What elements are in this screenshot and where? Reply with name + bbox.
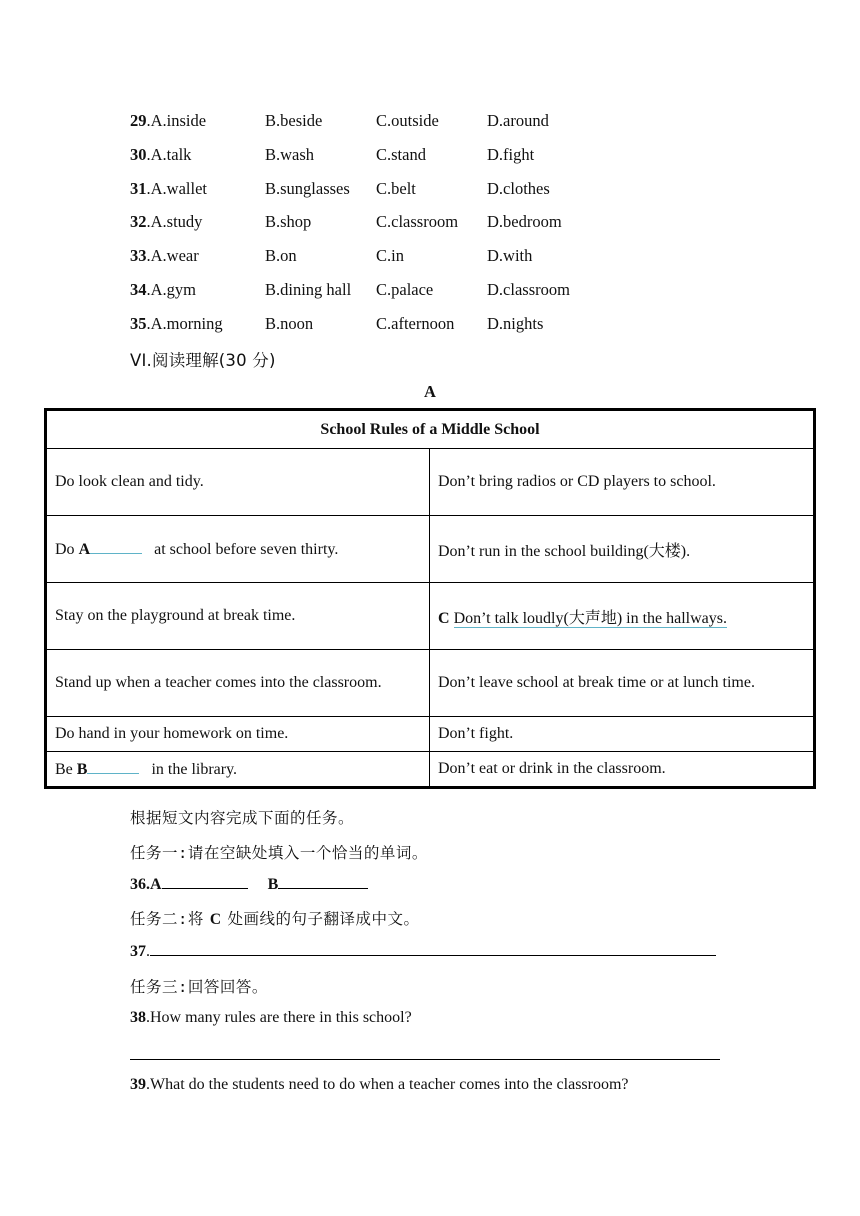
rule-cell: [46, 752, 430, 788]
answer-label-a: .A: [146, 876, 162, 893]
rule-text: in the library.: [147, 761, 238, 778]
rule-cell: Stand up when a teacher comes into the classroom.: [46, 650, 430, 717]
option-b: B.on: [265, 246, 297, 266]
answer-36a-line[interactable]: [162, 874, 248, 889]
option-d: D.nights: [487, 313, 544, 333]
blank-a-line[interactable]: [90, 539, 142, 554]
task-two: [130, 907, 420, 929]
rule-cell: Don’t run in the school building(大楼).: [430, 516, 815, 583]
question-38: [130, 1009, 412, 1027]
options-list: [130, 110, 690, 347]
question-sep: .: [146, 943, 150, 960]
rule-cell: Don’t bring radios or CD players to school.: [430, 449, 815, 516]
option-row-32: [130, 211, 690, 245]
task-two-mark: C: [209, 911, 222, 928]
rule-text: Be: [55, 761, 77, 778]
option-c: C.palace: [376, 279, 434, 299]
question-text: .How many rules are there in this school?: [146, 1009, 412, 1026]
option-d: D.around: [487, 111, 549, 130]
option-b: B.sunglasses: [265, 178, 350, 198]
option-a: .A.talk: [146, 144, 192, 164]
option-d: D.classroom: [487, 279, 570, 299]
rule-cell: Do hand in your homework on time.: [46, 717, 430, 752]
rule-cell: Don’t eat or drink in the classroom.: [430, 752, 815, 788]
underline-mark-c: C: [438, 609, 450, 627]
table-row: [46, 583, 815, 650]
table-row: [46, 717, 815, 752]
question-number: 31: [130, 178, 147, 198]
rule-text: Do: [55, 541, 79, 558]
blank-b-line[interactable]: [87, 759, 139, 774]
option-b: B.dining hall: [265, 279, 352, 299]
question-number: 36: [130, 876, 146, 893]
task-one: 任务一:请在空缺处填入一个恰当的单词。: [130, 844, 428, 862]
rule-cell: Do look clean and tidy.: [46, 449, 430, 516]
table-title: School Rules of a Middle School: [46, 410, 815, 449]
question-number: 34: [130, 279, 147, 299]
underlined-sentence: Don’t talk loudly(大声地) in the hallways.: [453, 609, 728, 627]
option-row-30: [130, 144, 690, 178]
answer-37-line[interactable]: [150, 941, 716, 956]
rule-cell: Don’t fight.: [430, 717, 815, 752]
option-a: .A.wallet: [146, 178, 207, 198]
option-row-35: [130, 313, 690, 347]
passage-label: A: [424, 382, 436, 401]
option-a: .A.study: [146, 212, 203, 232]
option-row-33: [130, 245, 690, 279]
table-row: [46, 650, 815, 717]
question-number: 30: [130, 144, 147, 164]
blank-mark-a: A: [78, 541, 91, 558]
option-a: .A.inside: [146, 111, 207, 130]
option-d: D.bedroom: [487, 212, 562, 232]
table-row: [46, 449, 815, 516]
table-row: [46, 752, 815, 788]
blank-mark-b: B: [76, 761, 88, 778]
rule-cell: Stay on the playground at break time.: [46, 583, 430, 650]
question-36: [130, 874, 368, 894]
question-number: 32: [130, 212, 147, 232]
option-a: .A.gym: [146, 279, 196, 299]
question-39: [130, 1076, 629, 1094]
option-c: C.belt: [376, 178, 416, 198]
task-two-text: 处画线的句子翻译成中文。: [227, 910, 420, 928]
question-number: 39: [130, 1076, 146, 1093]
answer-38-line[interactable]: [130, 1059, 720, 1060]
table-row: [46, 516, 815, 583]
option-b: B.wash: [265, 144, 315, 164]
option-c: C.classroom: [376, 212, 459, 232]
rule-cell: [46, 516, 430, 583]
rule-cell: [430, 583, 815, 650]
option-b: B.shop: [265, 212, 312, 232]
task-two-text: 任务二:将: [130, 910, 204, 928]
option-b: B.beside: [265, 111, 323, 130]
answer-label-b: B: [267, 876, 279, 893]
option-c: C.in: [376, 246, 404, 266]
option-d: D.with: [487, 246, 533, 266]
question-37: [130, 941, 716, 961]
rule-text: at school before seven thirty.: [150, 541, 339, 558]
school-rules-table: [44, 408, 816, 789]
task-three: 任务三:回答回答。: [130, 978, 268, 996]
option-row-29: [130, 110, 690, 144]
option-c: C.stand: [376, 144, 426, 164]
option-row-34: [130, 279, 690, 313]
option-row-31: [130, 178, 690, 212]
question-number: 37: [130, 943, 146, 960]
section-heading: VI.阅读理解(30 分): [130, 351, 276, 370]
question-number: 35: [130, 313, 147, 333]
question-text: .What do the students need to do when a teacher comes into the classroom?: [146, 1076, 629, 1093]
option-a: .A.morning: [146, 313, 223, 333]
option-d: D.fight: [487, 144, 535, 164]
rule-cell: Don’t leave school at break time or at lunch time.: [430, 650, 815, 717]
instructions: 根据短文内容完成下面的任务。: [130, 809, 355, 827]
option-c: C.outside: [376, 111, 439, 130]
option-a: .A.wear: [146, 246, 199, 266]
option-d: D.clothes: [487, 178, 550, 198]
option-b: B.noon: [265, 313, 314, 333]
question-number: 33: [130, 246, 147, 266]
answer-36b-line[interactable]: [278, 874, 368, 889]
option-c: C.afternoon: [376, 313, 455, 333]
question-number: 38: [130, 1009, 146, 1026]
question-number: 29: [130, 111, 147, 130]
